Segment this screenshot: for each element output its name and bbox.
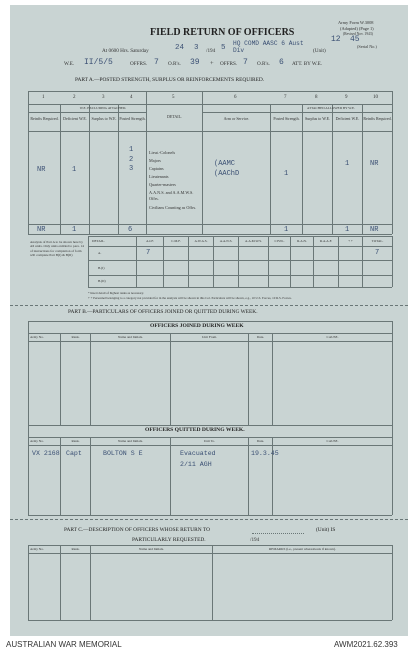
detail-nursing: A.A.N.S. and A.A.M.W.S. Offrs. xyxy=(149,190,194,201)
part-b-heading: PART B.—PARTICULARS OF OFFICERS JOINED OR QUITTED DURING WEEK. xyxy=(68,309,258,315)
joined-hdr-date: Date. xyxy=(256,335,265,339)
joined-hdr-army-no: Army No. xyxy=(30,335,44,339)
quitted-unit: Evacuated xyxy=(180,450,216,457)
col-number-4: 4 xyxy=(130,95,133,100)
ors-label: O.R's. xyxy=(168,61,181,67)
quitted-rank: Capt xyxy=(66,450,82,457)
footnote-1: * Insert detail of highest ranks as necessary. xyxy=(88,291,144,295)
detail-lieut-colonels: Lieut.-Colonels xyxy=(149,150,176,155)
detail-quartermasters: Quarter-masters xyxy=(149,182,176,187)
form-ref-1: Army Form W.3008 xyxy=(338,20,374,25)
quitted-hdr-army-no: Army No. xyxy=(30,439,44,443)
detail-lieutenants: Lieutenants xyxy=(149,174,169,179)
hdr-detail: DETAIL. xyxy=(166,114,183,119)
typed-deficient: 1 xyxy=(72,166,77,174)
typed-total-deficient: 1 xyxy=(72,226,77,234)
part-a-heading: PART A.—POSTED STRENGTH, SURPLUS OR REINFORCEMENTS REQUIRED. xyxy=(75,77,265,83)
part-c-date-blank: /194 xyxy=(250,537,260,543)
detail-captains: Captains xyxy=(149,166,164,171)
quitted-hdr-rank: Rank. xyxy=(71,439,80,443)
analysis-note: Analysis of Part A to be shown here by All units. Only units entitled to para. 14 of instructions for completion of form will complete Part B(I) & B(II) xyxy=(30,240,84,258)
an-row-b2: B.(II) xyxy=(98,279,106,283)
year-prefix: /194 xyxy=(206,48,216,54)
serial-no-label: (Serial No.) xyxy=(357,44,377,49)
typed-ors: 39 xyxy=(190,58,200,67)
quitted-hdr-date: Date. xyxy=(256,439,265,443)
an-hdr-raaf: R.A.A.F. xyxy=(319,239,333,243)
ors2-label: O.R's. xyxy=(257,61,270,67)
part-c-hdr-rank: Rank. xyxy=(71,547,80,551)
an-hdr-other: + + xyxy=(348,239,353,243)
hdr-deficient-2: Deficient W.E. xyxy=(335,116,360,121)
typed-posted-captains: 3 xyxy=(129,165,134,173)
an-hdr-cmf: C.M.F. xyxy=(171,239,181,243)
an-hdr-ran: R.A.N. xyxy=(297,239,307,243)
joined-title: OFFICERS JOINED DURING WEEK xyxy=(150,323,244,329)
typed-total-deficient-2: 1 xyxy=(345,226,350,234)
at-line-label: At 0600 Hrs. Saturday xyxy=(102,48,149,54)
an-hdr-total: TOTAL. xyxy=(371,239,384,243)
an-row-b1: B.(I) xyxy=(98,266,105,270)
hdr-deficient: Deficient W.E. xyxy=(63,116,87,121)
detail-majors: Majors xyxy=(149,158,161,163)
quitted-hdr-unit-to: Unit To. xyxy=(203,439,216,443)
typed-offrs: 7 xyxy=(154,58,159,67)
att-label: ATT. BY W.E. xyxy=(292,61,323,67)
typed-arm-aamc: (AAMC xyxy=(214,160,236,168)
an-hdr-aans: A.A.N.S. xyxy=(219,239,233,243)
col-number-8: 8 xyxy=(315,95,318,100)
an-hdr-aif: A.I.F. xyxy=(146,239,154,243)
typed-total-posted-2: 1 xyxy=(284,226,289,234)
part-c-hdr-army-no: Army No. xyxy=(30,547,44,551)
form-ref-3: (Revised Nov. 1943) xyxy=(343,32,373,36)
col-number-6: 6 xyxy=(234,95,237,100)
an-hdr-awas: A.W.A.S. xyxy=(194,239,208,243)
part-c-heading-2: PARTICULARLY REQUESTED. xyxy=(132,537,206,543)
typed-unit: HQ COMD AASC 6 Aust Div xyxy=(233,40,304,54)
quitted-name: BOLTON S E xyxy=(103,450,143,457)
joined-hdr-unit-from: Unit From. xyxy=(201,335,218,339)
hdr-reinfts: Reinfts Required. xyxy=(30,116,59,121)
joined-hdr-cause: CAUSE. xyxy=(326,335,339,339)
typed-offrs-2: 7 xyxy=(243,58,248,67)
quitted-hdr-cause: CAUSE. xyxy=(326,439,339,443)
an-row-a: A. xyxy=(98,251,102,255)
quitted-date: 19.3.45 xyxy=(251,450,279,457)
typed-day: 24 xyxy=(175,44,185,52)
typed-year: 5 xyxy=(221,44,226,52)
col-number-2: 2 xyxy=(73,95,76,100)
quitted-army-no: VX 2168 xyxy=(32,450,60,457)
offrs-label-2: OFFRS. xyxy=(220,61,238,67)
joined-hdr-rank: Rank. xyxy=(71,335,80,339)
typed-total: 7 xyxy=(375,249,380,257)
typed-total-posted: 6 xyxy=(128,226,133,234)
an-hdr-aamws: A.A.M.W.S. xyxy=(245,239,262,243)
typed-posted-lt-col: 1 xyxy=(129,146,134,154)
an-hdr-detail: DETAIL. xyxy=(92,239,105,243)
footnote-2: + + Personnel belonging to a category not provided for in the analysis will be shown in this Col. Particulars will be shown, e.g., 10 U.S. Forces, 10 R.S. Forces. xyxy=(88,296,292,300)
an-hdr-civil: CIVIL. xyxy=(274,239,285,243)
col-number-10: 10 xyxy=(373,95,378,100)
plus-sign: + xyxy=(210,60,214,67)
we-label: W.E. xyxy=(64,61,75,67)
typed-total-reinfts: NR xyxy=(37,226,46,234)
quitted-unit-2: 2/11 AGH xyxy=(180,461,212,468)
typed-aif: 7 xyxy=(146,249,151,257)
col-number-9: 9 xyxy=(345,95,348,100)
detail-civilians: Civilians Counting as Offrs. xyxy=(149,205,197,210)
quitted-hdr-name: Name and Initials. xyxy=(118,439,143,443)
col-number-5: 5 xyxy=(172,95,175,100)
footer-right: AWM2021.62.393 xyxy=(334,640,398,649)
joined-hdr-name: Name and Initials. xyxy=(118,335,143,339)
hdr-arm: Arm or Service. xyxy=(223,116,250,121)
typed-we: II/5/5 xyxy=(84,58,113,67)
footer-left: AUSTRALIAN WAR MEMORIAL xyxy=(6,640,122,649)
typed-deficient-2: 1 xyxy=(345,160,350,168)
typed-posted-majors: 2 xyxy=(129,156,134,164)
typed-arm-aachd: (AAChD xyxy=(214,170,240,178)
hdr-surplus-2: Surplus to W.E. xyxy=(304,116,331,121)
part-c-heading: PART C.—DESCRIPTION OF OFFICERS WHOSE RETURN TO xyxy=(64,527,211,533)
typed-serial-number: 45 xyxy=(350,35,360,44)
part-c-hdr-name: Name and Initials. xyxy=(139,547,164,551)
quitted-title: OFFICERS QUITTED DURING WEEK. xyxy=(145,427,245,433)
form-ref-2: (Adapted) (Page 1) xyxy=(340,26,374,31)
typed-reinfts-2: NR xyxy=(370,160,379,168)
part-c-hdr-remarks: REMARKS (i.e., present whereabouts if known). xyxy=(269,547,336,551)
hdr-reinfts-2: Reinfts Required. xyxy=(363,116,392,121)
typed-reinfts: NR xyxy=(37,166,46,174)
col-number-1: 1 xyxy=(42,95,45,100)
typed-page-number: 12 xyxy=(331,35,341,44)
we-excl-header: W.E. EXCLUDING ATTACHED. xyxy=(79,106,127,110)
part-c-unit-is: (Unit) IS xyxy=(316,527,336,533)
typed-posted-2: 1 xyxy=(284,170,289,178)
hdr-posted: Posted Strength. xyxy=(119,116,146,121)
col-number-3: 3 xyxy=(102,95,105,100)
form-title: FIELD RETURN OF OFFICERS xyxy=(150,27,295,38)
col-number-7: 7 xyxy=(284,95,287,100)
offrs-label: OFFRS. xyxy=(130,61,148,67)
attached-header: ATTACHED ALLOWED BY W.E. xyxy=(307,106,355,110)
typed-month: 3 xyxy=(194,44,199,52)
hdr-posted-2: Posted Strength. xyxy=(273,116,300,121)
unit-label: (Unit) xyxy=(313,48,326,54)
hdr-surplus: Surplus to W.E. xyxy=(91,116,117,121)
typed-ors-2: 6 xyxy=(279,58,284,67)
typed-total-reinfts-2: NR xyxy=(370,226,379,234)
